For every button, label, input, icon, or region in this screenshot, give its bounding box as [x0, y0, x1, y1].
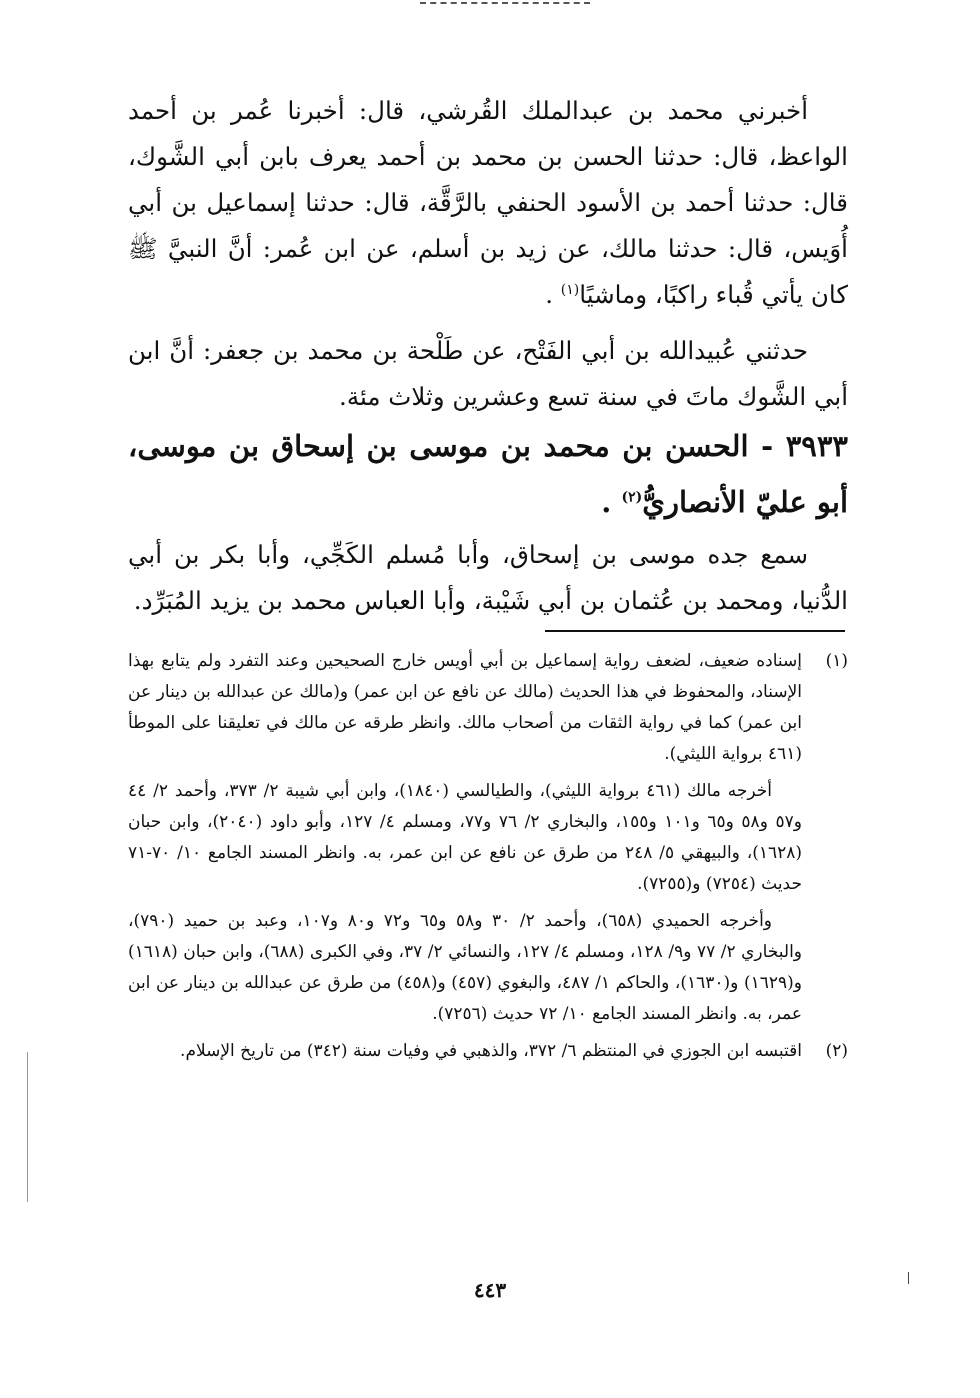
- entry-heading-text: ٣٩٣٣ - الحسن بن محمد بن موسى بن إسحاق بن موسى، أبو عليّ الأنصاريُّ: [128, 429, 848, 519]
- footnote-divider: [545, 630, 845, 632]
- footnote-1-text: إسناده ضعيف، لضعف رواية إسماعيل بن أبي أويس خارج الصحيحين وعند التفرد ولم يتابع بهذا الإسناد، والمحفوظ في هذا الحديث (مالك عن نافع عن ابن عمر) و(مالك عن عبدالله بن دينار عن ابن عمر) كما في رواية الثقات من أصحاب مالك. وانظر طرقه عن مالك في تعليقنا على الموطأ (٤٦١ برواية الليثي).: [128, 651, 802, 764]
- footnote-2: [128, 1036, 848, 1067]
- footnote-1: [128, 646, 848, 1030]
- entry-heading: [128, 418, 848, 530]
- narration-paragraph-3: [128, 532, 848, 624]
- footnote-1-sub-1: أخرجه مالك (٤٦١ برواية الليثي)، والطيالسي (١٨٤٠)، وابن أبي شيبة ٢/ ٣٧٣، وأحمد ٢/ ٤٤ و٥٧ و٥٨ و٦٥ و١٠١ و١٥٥، والبخاري ٢/ ٧٦ و٧٧، ومسلم ٤/ ١٢٧، وأبو داود (٢٠٤٠)، وابن حبان (١٦٢٨)، والبيهقي ٥/ ٢٤٨ من طرق عن نافع عن ابن عمر، به. وانظر المسند الجامع ١٠/ ٧٠-٧١ حديث (٧٢٥٤) و(٧٢٥٥).: [128, 781, 803, 894]
- scan-edge-line: [27, 1052, 28, 1202]
- top-scan-mark: [420, 2, 590, 7]
- narration-paragraph-1: [128, 88, 848, 318]
- footnote-2-text: اقتبسه ابن الجوزي في المنتظم ٦/ ٣٧٢، والذهبي في وفيات سنة (٣٤٢) من تاريخ الإسلام.: [180, 1041, 802, 1061]
- narration-1-text: أخبرني محمد بن عبدالملك القُرشي، قال: أخبرنا عُمر بن أحمد الواعظ، قال: حدثنا الحسن بن محمد بن أحمد يعرف بابن أبي الشَّوك، قال: حدثنا أحمد بن الأسود الحنفي بالرَّقَّة، قال: حدثنا إسماعيل بن أبي أُوَيس، قال: حدثنا مالك، عن زيد بن أسلم، عن ابن عُمر: أنَّ النبيَّ ﷺ كان يأتي قُباء راكبًا، وماشيًا: [128, 96, 848, 309]
- footnote-ref-1[interactable]: (١): [560, 281, 580, 298]
- footnote-ref-2[interactable]: (٢): [621, 489, 643, 506]
- scan-edge-tick: [908, 1272, 909, 1284]
- narration-1-tail: .: [545, 280, 561, 309]
- footnote-1-sub-2: وأخرجه الحميدي (٦٥٨)، وأحمد ٢/ ٣٠ و٥٨ و٦٥ و٧٢ و٨٠ و١٠٧، وعبد بن حميد (٧٩٠)، والبخاري ٢/ ٧٧ و٩/ ١٢٨، ومسلم ٤/ ١٢٧، والنسائي ٢/ ٣٧، وفي الكبرى (٦٨٨)، وابن حبان (١٦١٨) و(١٦٢٩) و(١٦٣٠)، والحاكم ١/ ٤٨٧، والبغوي (٤٥٧) و(٤٥٨) من طرق عن عبدالله بن دينار عن ابن عمر، به. وانظر المسند الجامع ١٠/ ٧٢ حديث (٧٢٥٦).: [128, 911, 803, 1024]
- narration-3-text: سمع جده موسى بن إسحاق، وأبا مُسلم الكَجِّي، وأبا بكر بن أبي الدُّنيا، ومحمد بن عُثمان بن أبي شَيْبة، وأبا العباس محمد بن يزيد المُبَرِّد.: [128, 540, 848, 615]
- footnote-2-number: (٢): [825, 1041, 848, 1061]
- narration-2-text: حدثني عُبيدالله بن أبي الفَتْح، عن طَلْحة بن محمد بن جعفر: أنَّ ابن أبي الشَّوك ماتَ في سنة تسع وعشرين وثلاث مئة.: [128, 336, 848, 411]
- footnote-1-number: (١): [825, 651, 848, 671]
- narration-paragraph-2: [128, 328, 848, 420]
- entry-heading-tail: .: [601, 485, 622, 519]
- footnotes-section: [128, 646, 848, 1073]
- page-number: ٤٤٣: [473, 1278, 507, 1302]
